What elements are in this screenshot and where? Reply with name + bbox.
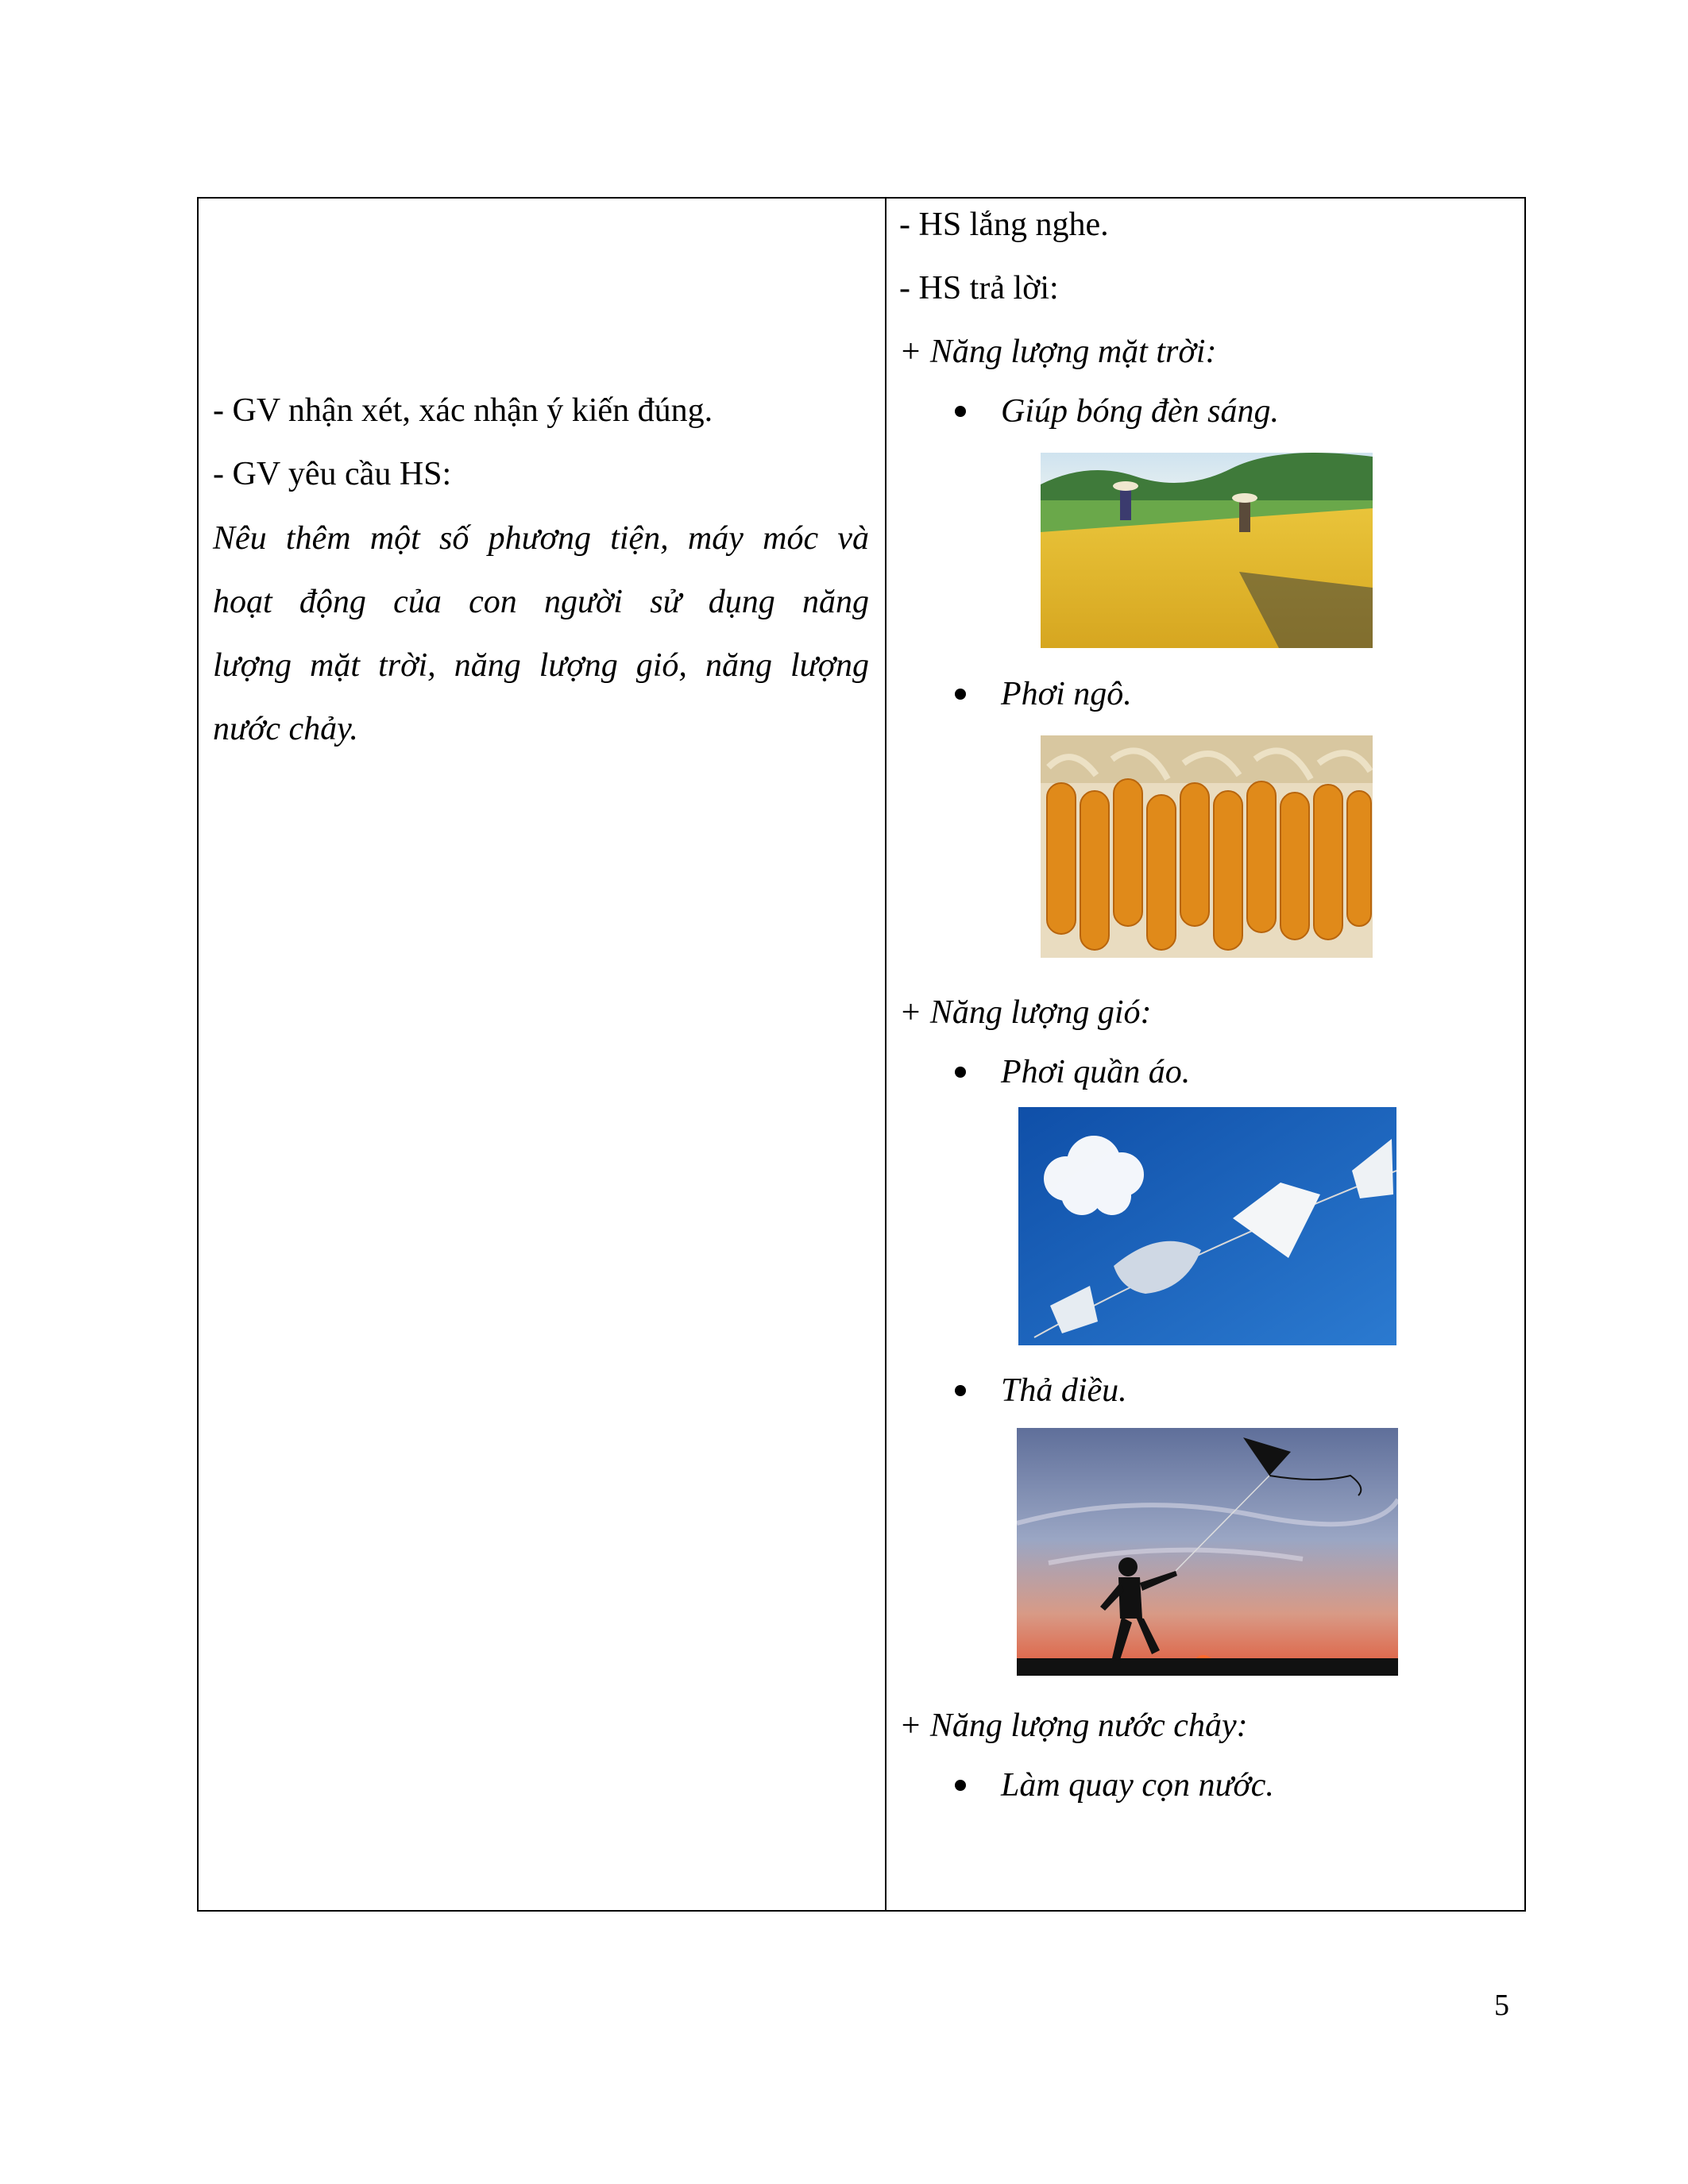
bullet-icon (955, 689, 966, 700)
bullet-icon (955, 406, 966, 417)
bullet-icon (955, 1780, 966, 1791)
task-line: hoạt động của con người sử dụng năng (213, 584, 869, 620)
page-number: 5 (1494, 1989, 1509, 2022)
teacher-comment: - GV nhận xét, xác nhận ý kiến đúng. (213, 392, 713, 429)
lesson-table (197, 197, 1526, 1912)
task-line: lượng mặt trời, năng lượng gió, năng lượng (213, 647, 869, 684)
hs-listen: - HS lắng nghe. (899, 206, 1109, 243)
water-item-wheel: Làm quay cọn nước. (1001, 1767, 1274, 1804)
clothes-drying-photo (1018, 1107, 1396, 1345)
wind-heading: + Năng lượng gió: (899, 994, 1152, 1031)
teacher-request: - GV yêu cầu HS: (213, 456, 452, 492)
hs-answer: - HS trả lời: (899, 270, 1059, 307)
wind-item-kite: Thả diều. (1001, 1372, 1127, 1409)
solar-heading: + Năng lượng mặt trời: (899, 334, 1217, 370)
task-paragraph (213, 507, 869, 761)
bullet-icon (955, 1067, 966, 1078)
solar-item-lamp: Giúp bóng đèn sáng. (1001, 393, 1279, 430)
bullet-icon (955, 1385, 966, 1396)
grain-drying-photo (1041, 453, 1373, 648)
task-line: Nêu thêm một số phương tiện, máy móc và (213, 520, 869, 557)
kite-flying-photo (1017, 1428, 1398, 1676)
solar-item-corn: Phơi ngô. (1001, 676, 1132, 712)
task-line: nước chảy. (213, 711, 358, 747)
wind-item-clothes: Phơi quần áo. (1001, 1054, 1191, 1090)
column-divider (885, 199, 886, 1910)
corn-drying-photo (1041, 735, 1373, 958)
water-heading: + Năng lượng nước chảy: (899, 1707, 1248, 1744)
